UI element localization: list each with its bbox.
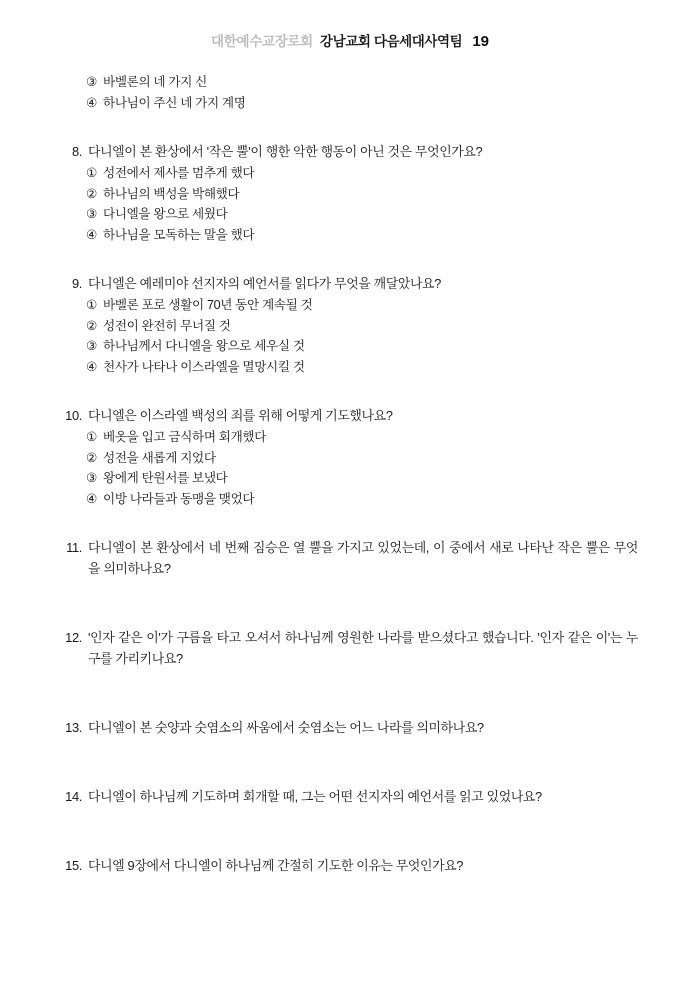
question-text: 다니엘이 하나님께 기도하며 회개할 때, 그는 어떤 선지자의 예언서를 읽고 있었나요?: [88, 789, 542, 804]
question-row: [62, 717, 638, 738]
choice-text: 바벨론 포로 생활이 70년 동안 계속될 것: [103, 298, 313, 312]
choice-marker: ③: [86, 207, 97, 221]
question-text: 다니엘은 예레미야 선지자의 예언서를 읽다가 무엇을 깨달았나요?: [88, 276, 441, 291]
question-text: '인자 같은 이'가 구름을 타고 오셔서 하나님께 영원한 나라를 받으셨다고 했습니다. '인자 같은 이'는 누구를 가리키나요?: [88, 630, 638, 666]
choice-item: [62, 489, 638, 510]
choice-marker: ④: [86, 95, 97, 110]
choice-item: [62, 468, 638, 489]
answer-space: [62, 738, 638, 766]
question-row: [62, 855, 638, 876]
choice-text: 천사가 나타나 이스라엘을 멸망시킬 것: [103, 359, 305, 374]
choice-item: [62, 204, 638, 225]
question-text: 다니엘이 본 숫양과 숫염소의 싸움에서 숫염소는 어느 나라를 의미하나요?: [88, 720, 484, 735]
choice-text: 하나님의 백성을 박해했다: [103, 186, 240, 201]
choice-marker: ②: [86, 318, 97, 333]
question-block: [62, 717, 638, 766]
choice-item: [62, 336, 638, 357]
answer-space: [62, 579, 638, 607]
continued-choices: [62, 72, 638, 113]
page-content: [0, 72, 700, 904]
question-block: [62, 141, 638, 245]
choice-list: [62, 163, 638, 245]
answer-space: [62, 669, 638, 697]
question-number: 13.: [65, 720, 82, 735]
answer-space: [62, 807, 638, 835]
choice-item: [62, 225, 638, 246]
question-number: 8.: [71, 144, 82, 159]
question-text: 다니엘이 본 환상에서 '작은 뿔'이 행한 악한 행동이 아닌 것은 무엇인가요?: [88, 144, 483, 159]
choice-marker: ①: [86, 166, 97, 180]
choice-text: 다니엘을 왕으로 세웠다: [103, 207, 228, 221]
question-number: 10.: [65, 408, 82, 423]
question-block: [62, 405, 638, 509]
question-number: 11.: [66, 540, 82, 555]
choice-marker: ①: [86, 298, 97, 312]
choice-item: [62, 427, 638, 448]
choice-text: 하나님을 모독하는 말을 했다: [103, 227, 255, 242]
choice-marker: ①: [86, 430, 97, 444]
question-row: [62, 537, 638, 579]
church-team-label: 강남교회 다음세대사역팀: [319, 34, 463, 49]
choice-marker: ④: [86, 359, 97, 374]
choice-text: 성전을 새롭게 지었다: [103, 450, 216, 465]
question-block: [62, 537, 638, 607]
question-row: [62, 141, 638, 162]
choice-text: 바벨론의 네 가지 신: [103, 75, 207, 89]
choice-text: 왕에게 탄원서를 보냈다: [103, 471, 228, 485]
question-number: 12.: [65, 630, 82, 645]
question-block: [62, 786, 638, 835]
page-header: [0, 30, 700, 50]
page-number: 19: [472, 33, 490, 50]
question-number: 14.: [65, 789, 82, 804]
choice-list: [62, 295, 638, 377]
question-block: [62, 855, 638, 904]
choice-marker: ③: [86, 75, 97, 89]
answer-space: [62, 876, 638, 904]
choice-marker: ③: [86, 339, 97, 353]
question-text: 다니엘은 이스라엘 백성의 죄를 위해 어떻게 기도했나요?: [88, 408, 393, 423]
denomination-label: 대한예수교장로회: [210, 34, 313, 49]
question-number: 9.: [71, 276, 82, 291]
choice-text: 이방 나라들과 동맹을 맺었다: [103, 491, 255, 506]
question-row: [62, 405, 638, 426]
choice-text: 성전에서 제사를 멈추게 했다: [103, 166, 255, 180]
choice-item: [62, 184, 638, 205]
choice-text: 하나님이 주신 네 가지 계명: [103, 95, 246, 110]
question-block: [62, 273, 638, 377]
question-block: [62, 627, 638, 697]
question-number: 15.: [65, 858, 82, 873]
choice-list: [62, 427, 638, 509]
question-row: [62, 786, 638, 807]
question-text: 다니엘이 본 환상에서 네 번째 짐승은 열 뿔을 가지고 있었는데, 이 중에서 새로 나타난 작은 뿔은 무엇을 의미하나요?: [88, 540, 638, 576]
choice-item: [62, 72, 638, 93]
choice-marker: ④: [86, 491, 97, 506]
question-row: [62, 273, 638, 294]
choice-text: 성전이 완전히 무너질 것: [103, 318, 231, 333]
choice-marker: ②: [86, 450, 97, 465]
choice-item: [62, 448, 638, 469]
choice-item: [62, 163, 638, 184]
choice-item: [62, 93, 638, 114]
choice-item: [62, 316, 638, 337]
choice-text: 베옷을 입고 금식하며 회개했다: [103, 430, 267, 444]
question-row: [62, 627, 638, 669]
choice-marker: ④: [86, 227, 97, 242]
choice-text: 하나님께서 다니엘을 왕으로 세우실 것: [103, 339, 305, 353]
choice-item: [62, 357, 638, 378]
question-text: 다니엘 9장에서 다니엘이 하나님께 간절히 기도한 이유는 무엇인가요?: [88, 858, 464, 873]
choice-item: [62, 295, 638, 316]
choice-marker: ②: [86, 186, 97, 201]
choice-marker: ③: [86, 471, 97, 485]
